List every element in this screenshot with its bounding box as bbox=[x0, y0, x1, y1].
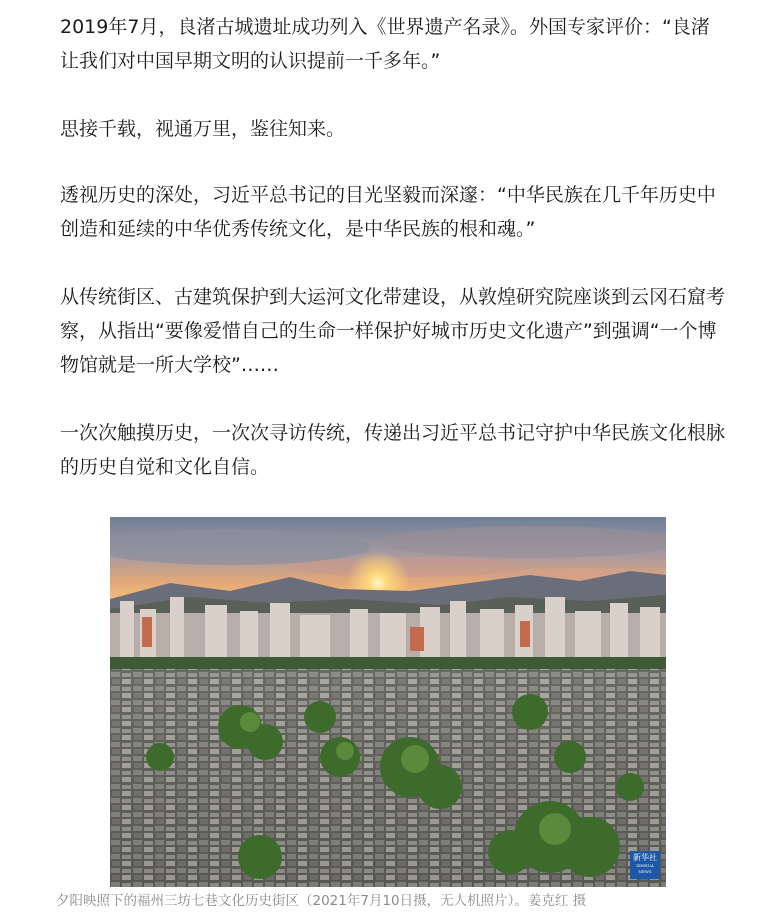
logo-text: 新华社 bbox=[633, 853, 657, 862]
paragraph-2: 思接千载，视通万里，鉴往知来。 bbox=[60, 118, 346, 140]
paragraph-3: 透视历史的深处，习近平总书记的目光坚毅而深邃：“中华民族在几千年历史中创造和延续的中华优秀传统文化，是中华民族的根和魂。” bbox=[60, 184, 716, 240]
logo-subtext: XINHUA NEWS bbox=[636, 863, 654, 874]
article-photo[interactable] bbox=[110, 517, 666, 887]
paragraph-5: 一次次触摸历史，一次次寻访传统，传递出习近平总书记守护中华民族文化根脉的历史自觉和文化自信。 bbox=[60, 422, 726, 478]
paragraph-4: 从传统街区、古建筑保护到大运河文化带建设，从敦煌研究院座谈到云冈石窟考察，从指出“要像爱惜自己的生命一样保护好城市历史文化遗产”到强调“一个博物馆就是一所大学校”…… bbox=[60, 286, 726, 376]
photo-caption: 夕阳映照下的福州三坊七巷文化历史街区（2021年7月10日摄，无人机照片）。姜克红 摄 bbox=[56, 893, 587, 909]
aerial-city-photo bbox=[110, 517, 666, 887]
paragraph-1: 2019年7月，良渚古城遗址成功列入《世界遗产名录》。外国专家评价：“良渚让我们对中国早期文明的认识提前一千多年。” bbox=[60, 16, 710, 72]
xinhua-logo bbox=[630, 851, 660, 879]
